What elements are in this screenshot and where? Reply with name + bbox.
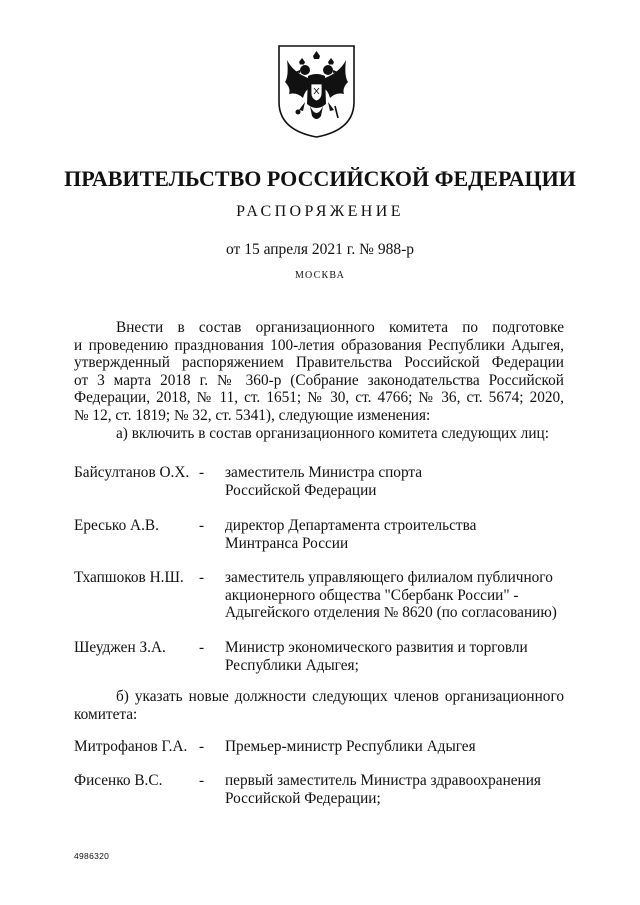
- member-position-line: акционерного общества "Сбербанк России" -: [225, 586, 519, 604]
- member-position-line: Минтранса России: [225, 534, 349, 552]
- member-dash: -: [199, 772, 205, 789]
- member-name: Байсултанов О.Х.: [74, 464, 190, 481]
- member-position-line: Адыгейского отделения № 8620 (по согласованию): [225, 604, 557, 622]
- member-position-line: директор Департамента строительства: [225, 517, 477, 534]
- member-position-line: Министр экономического развития и торговли: [225, 639, 528, 656]
- member-position-line: Премьер-министр Республики Адыгея: [225, 738, 476, 755]
- member-dash: -: [199, 517, 205, 534]
- member-position-line: Российской Федерации: [225, 481, 377, 499]
- member-position-line: первый заместитель Министра здравоохранения: [225, 772, 541, 789]
- member-position: [225, 517, 575, 552]
- member-name: Фисенко В.С.: [74, 772, 163, 789]
- government-title: ПРАВИТЕЛЬСТВО РОССИЙСКОЙ ФЕДЕРАЦИИ: [64, 166, 576, 191]
- intro-line: от 3 марта 2018 г. № 360-р (Собрание законодательства Российской: [74, 371, 564, 389]
- document-date-number: от 15 апреля 2021 г. № 988-р: [226, 241, 414, 258]
- intro-line: утвержденный распоряжением Правительства Российской Федерации: [74, 354, 564, 372]
- coat-of-arms-emblem: [275, 42, 358, 139]
- intro-line: № 12, ст. 1819; № 32, ст. 5341), следующие изменения:: [74, 406, 431, 424]
- member-position: [225, 569, 575, 622]
- member-position: [225, 639, 575, 674]
- member-dash: -: [199, 569, 205, 586]
- intro-line: Внести в состав организационного комитета по подготовке: [116, 319, 564, 336]
- item-b-line: комитета:: [74, 705, 138, 723]
- item-b-paragraph: [74, 688, 564, 723]
- document-type: РАСПОРЯЖЕНИЕ: [236, 203, 404, 220]
- document-code: 4986320: [74, 851, 110, 861]
- member-position-line: заместитель Министра спорта: [225, 464, 423, 481]
- member-position-line: Российской Федерации;: [225, 789, 381, 807]
- member-dash: -: [199, 639, 205, 656]
- member-position: [225, 772, 575, 807]
- member-name: Ересько А.В.: [74, 517, 159, 534]
- intro-paragraph: [74, 319, 564, 425]
- member-name: Тхапшоков Н.Ш.: [74, 569, 184, 586]
- member-position-line: заместитель управляющего филиалом публичного: [225, 569, 553, 586]
- intro-line: и проведению празднования 100-летия образования Республики Адыгея,: [74, 336, 564, 354]
- member-name: Шеуджен З.А.: [74, 639, 166, 656]
- member-dash: -: [199, 738, 205, 755]
- member-name: Митрофанов Г.А.: [74, 738, 188, 755]
- item-a-text: а) включить в состав организационного комитета следующих лиц:: [116, 425, 549, 442]
- document-city: МОСКВА: [294, 270, 346, 281]
- member-position-line: Республики Адыгея;: [225, 656, 359, 674]
- member-position: [225, 738, 575, 756]
- member-position: [225, 464, 575, 499]
- member-dash: -: [199, 464, 205, 481]
- item-b-line: б) указать новые должности следующих членов организационного: [116, 688, 564, 705]
- intro-line: Федерации, 2018, № 11, ст. 1651; № 30, ст. 4766; № 36, ст. 5674; 2020,: [74, 389, 564, 407]
